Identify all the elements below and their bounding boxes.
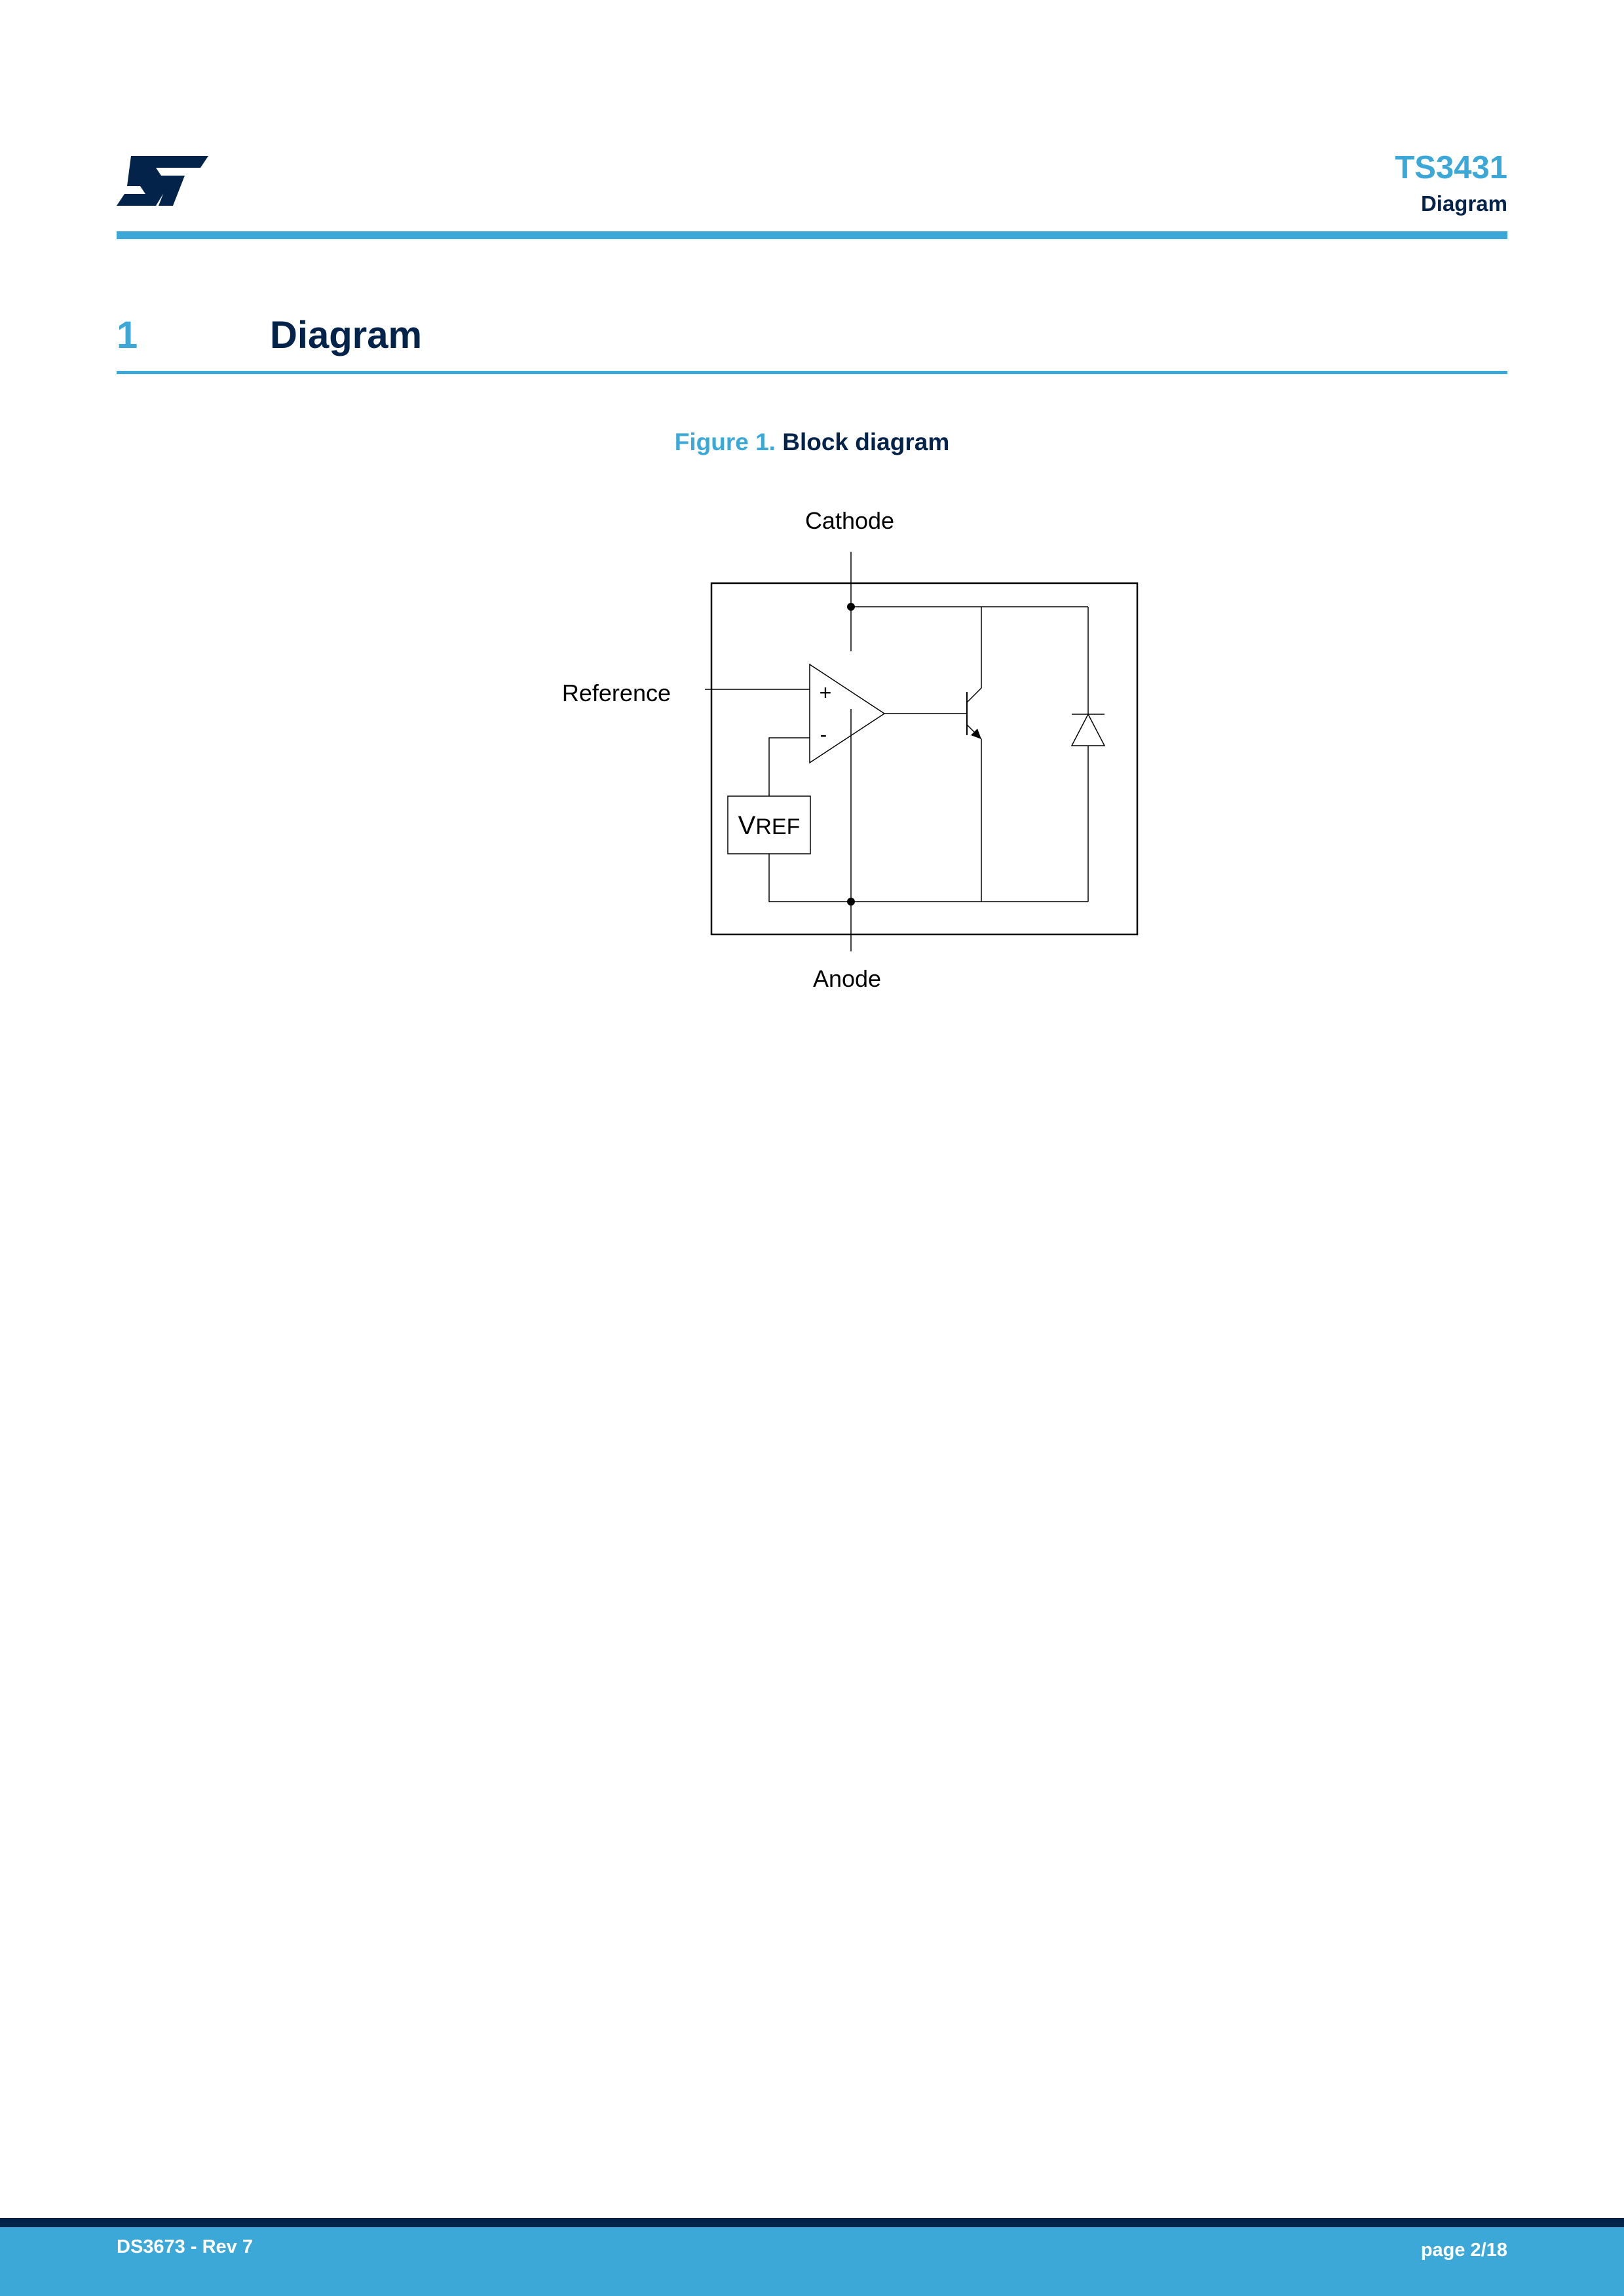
- section-title: Diagram: [270, 314, 423, 356]
- opamp-triangle: [810, 664, 884, 763]
- footer-doc-id: DS3673 - Rev 7: [117, 2236, 253, 2257]
- vref-label: [738, 811, 801, 840]
- section-number: 1: [117, 314, 138, 356]
- diode-triangle: [1072, 714, 1105, 746]
- st-logo: [117, 156, 208, 206]
- header-section-name: Diagram: [1420, 191, 1507, 216]
- anode-label: Anode: [812, 965, 882, 992]
- footer-rule: [0, 2218, 1624, 2227]
- figure-label: Figure 1.: [674, 429, 776, 455]
- opamp-minus-label: -: [820, 723, 827, 746]
- section-rule: [117, 371, 1507, 374]
- transistor-emitter: [967, 725, 981, 902]
- reference-label: Reference: [561, 679, 671, 706]
- cathode-label: Cathode: [804, 507, 895, 534]
- vref-ground-line: [769, 854, 851, 902]
- figure-caption: [0, 429, 1624, 456]
- vref-main: V: [738, 811, 756, 840]
- block-diagram: [537, 498, 1179, 1009]
- junction-dot-bottom: [847, 898, 855, 906]
- transistor-collector: [967, 607, 981, 702]
- header-rule: [117, 231, 1507, 239]
- opamp-plus-label: +: [819, 681, 832, 704]
- vref-input-line: [769, 738, 810, 796]
- figure-title: Block diagram: [782, 429, 950, 455]
- vref-sub: REF: [755, 814, 801, 839]
- footer-page-number: page 2/18: [1420, 2240, 1507, 2261]
- junction-dot-top: [847, 603, 855, 611]
- package-outline: [711, 583, 1137, 934]
- document-title: TS3431: [1395, 150, 1507, 185]
